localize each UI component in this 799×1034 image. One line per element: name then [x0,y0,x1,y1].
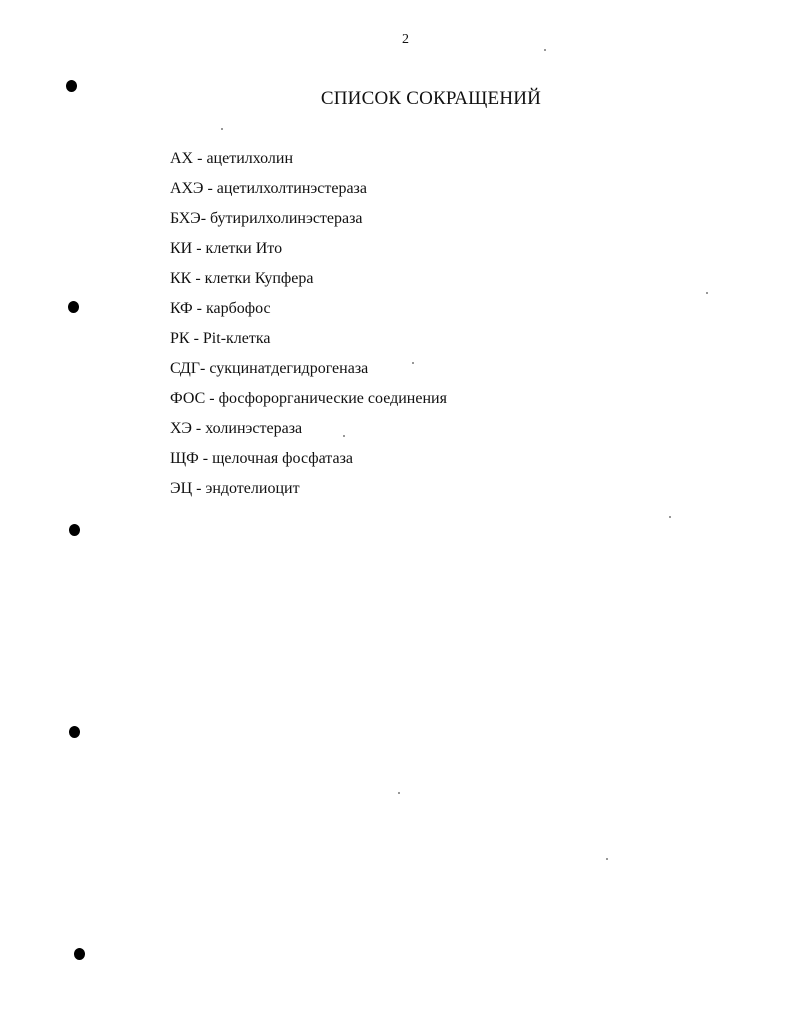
scan-speck [606,858,608,860]
scan-speck [544,49,546,51]
abbreviation-entry: ЩФ - щелочная фосфатаза [170,450,353,467]
punch-hole-mark [69,726,80,738]
abbreviation-entry: АХ - ацетилхолин [170,150,294,167]
scan-speck [221,128,223,130]
abbreviation-entry: СДГ- сукцинатдегидрогеназа [170,360,369,377]
abbreviation-entry: КК - клетки Купфера [170,270,314,287]
abbreviation-entry: ХЭ - холинэстераза [170,420,303,437]
abbreviation-entry: ФОС - фосфорорганические соединения [170,390,447,407]
punch-hole-mark [68,301,79,313]
abbreviation-entry: БХЭ- бутирилхолинэстераза [170,210,363,227]
scan-speck [669,516,671,518]
page-title: СПИСОК СОКРАЩЕНИЙ [320,88,542,109]
punch-hole-mark [69,524,80,536]
abbreviation-entry: ЭЦ - эндотелиоцит [170,480,300,497]
scan-speck [398,792,400,794]
abbreviation-entry: КИ - клетки Ито [170,240,283,257]
scan-speck [706,292,708,294]
abbreviation-list [170,148,447,508]
punch-hole-mark [74,948,85,960]
abbreviation-entry: РК - Pit-клетка [170,330,271,347]
abbreviation-entry: АХЭ - ацетилхолтинэстераза [170,180,367,197]
abbreviation-entry: КФ - карбофос [170,300,271,317]
page-number: 2 [402,32,409,47]
